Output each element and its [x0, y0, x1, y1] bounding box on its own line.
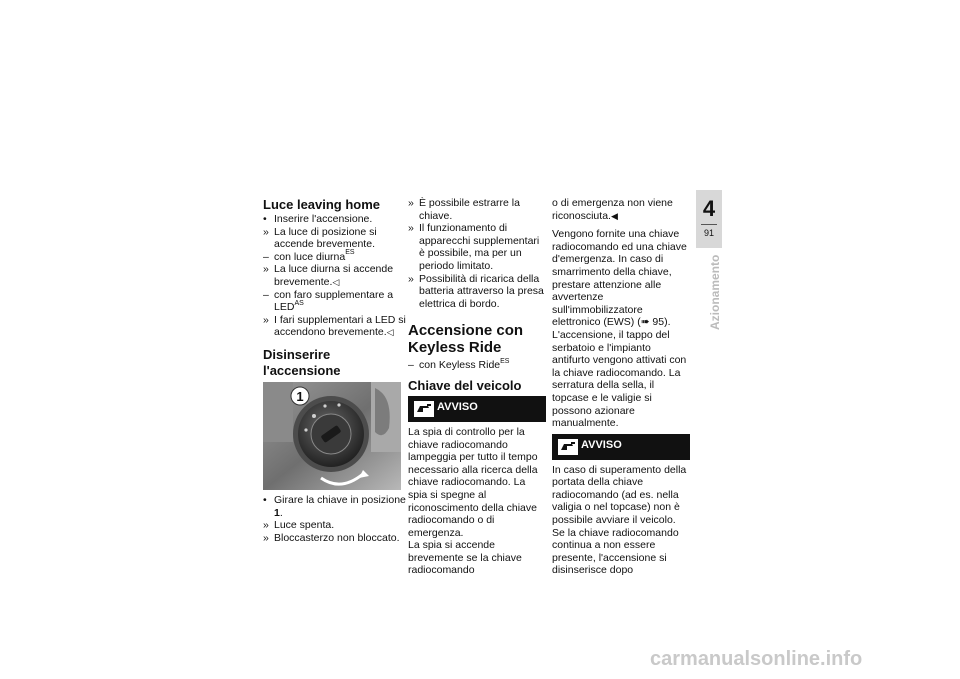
- paragraph: o di emergenza non viene riconosciuta.◀: [552, 197, 673, 222]
- list-item: » La luce di posizione si accende brevemente.: [263, 225, 377, 251]
- end-marker-icon: ◁: [386, 327, 394, 338]
- list-item: – con faro supplementare a $LED^{AS}$: [263, 288, 394, 314]
- list-item: • Inserire l'accensione.: [263, 213, 373, 225]
- column-3: [552, 197, 690, 577]
- heading-luce-leaving-home: Luce leaving home: [263, 197, 381, 212]
- heading-chiave-veicolo: Chiave del veicolo: [408, 377, 522, 393]
- chapter-number: 4: [702, 196, 716, 221]
- list-item: » Possibilità di ricarica della batteria attraverso la presa elettrica di bordo.: [408, 272, 544, 310]
- list-item: » È possibile estrarre la chiave.: [408, 197, 520, 222]
- paragraph: Se la chiave radiocomando continua a non essere presente, l'accensione si disinserisce dopo: [552, 526, 679, 577]
- list-item: » Luce spenta.: [263, 519, 335, 532]
- page-number: 91: [703, 228, 714, 238]
- heading-disinserire: Disinserire l'accensione: [263, 346, 341, 378]
- list-item: » I fari supplementari a LED si accendono brevemente.◁: [263, 313, 406, 339]
- end-marker-icon: ◀: [610, 210, 618, 221]
- paragraph: Vengono fornite una chiave radiocomando ed una chiave d'emergenza. In caso di smarrimento della chiave, prestare attenzione alle avvertenze sull'immobilizzatore elettronico (EWS) (➠ 95).: [552, 228, 687, 329]
- column-2: [408, 197, 546, 577]
- notice-banner: AVVISO: [552, 434, 690, 460]
- list-item: » Bloccasterzo non bloccato.: [263, 531, 400, 544]
- list-item: » Il funzionamento di apparecchi supplementari è possibile, ma per un periodo limitato.: [408, 222, 540, 272]
- end-marker-icon: ◁: [332, 276, 340, 287]
- ignition-lock-photo: [263, 382, 401, 490]
- list-item: – con Keyless Ride$^{ES}$: [408, 357, 510, 372]
- hand-notice-icon: [558, 439, 578, 455]
- list-item: • Girare la chiave in posizione 1.: [263, 493, 406, 519]
- divider: [701, 224, 717, 225]
- chapter-side-label: Azionamento: [708, 254, 722, 330]
- paragraph: In caso di superamento della portata della chiave radiocomando (ad es. nella valigia o nel topcase) non è possibile avviare il veicolo.: [552, 463, 687, 527]
- heading-keyless-ride: Accensione con Keyless Ride: [408, 322, 524, 357]
- notice-banner: AVVISO: [408, 396, 546, 422]
- column-1: [263, 197, 406, 544]
- paragraph: La spia di controllo per la chiave radiocomando lampeggia per tutto il tempo necessario alla ricerca della chiave radiocomando. La spia si spegne al riconoscimento della chiave radiocomando o di emergenza.: [408, 425, 538, 539]
- list-item: » La luce diurna si accende brevemente.◁: [263, 263, 394, 288]
- hand-notice-icon: [414, 401, 434, 417]
- callout-1: 1: [296, 388, 304, 404]
- list-item: – con luce diurna$^{ES}$: [263, 249, 355, 263]
- watermark: carmanualsonline.info: [650, 648, 863, 670]
- paragraph: L'accensione, il tappo del serbatoio e l'impianto antifurto vengono attivati con la chiave radiocomando. La serratura della sella, il topcase e le valigie si possono azionare manualmente.: [552, 328, 687, 430]
- chapter-tab: [696, 190, 722, 248]
- reference-arrow-icon: ➠: [640, 316, 650, 329]
- paragraph: La spia si accende brevemente se la chiave radiocomando: [408, 539, 522, 577]
